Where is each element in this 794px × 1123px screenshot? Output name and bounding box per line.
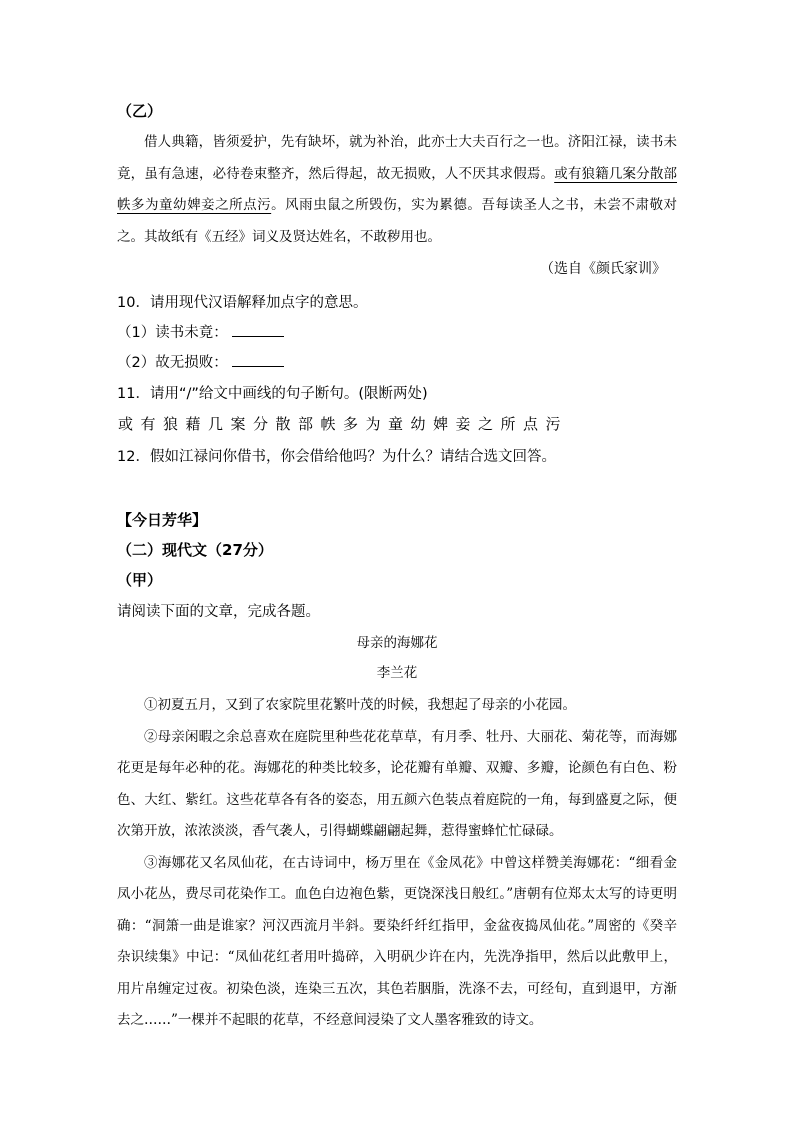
passage-text-after: 。风雨虫鼠之所毁伤，实为累德。吾每读圣人之书，未尝不肃敬对之。其故纸有《五经》词义及贤达姓名，不敢秽用也。 — [117, 197, 678, 245]
passage-paragraph — [117, 127, 677, 253]
article-paragraph-3: ③海娜花又名凤仙花，在古诗词中，杨万里在《金凤花》中曾这样赞美海娜花：“细看金凤小花丛，费尽司花染作工。血色白边袍色紫，更饶深浅日般红。”唐朝有位郑太太写的诗更明确：“洞箫一曲是谁家？河汉西流月半斜。要染纤纤红指甲，金盆夜捣凤仙花。”周密的《癸辛杂识续集》中记：“凤仙花红者用叶捣碎，入明矾少许在内，先洗净指甲，然后以此敷甲上，用片帛缠定过夜。初染色淡，连染三五次，其色若胭脂，洗涤不去，可经旬，直到退甲，方渐去之……”一棵并不起眼的花草，不经意间浸染了文人墨客雅致的诗文。 — [117, 854, 677, 1028]
question-12: 12．假如江禄问你借书，你会借给他吗？为什么？请结合选文回答。 — [117, 449, 556, 465]
question-10-1 — [117, 322, 284, 344]
reading-instruction: 请阅读下面的文章，完成各题。 — [117, 604, 320, 620]
question-10-1-label: （1）读书未竟： — [117, 325, 228, 341]
article-title: 母亲的海娜花 — [356, 635, 438, 651]
answer-blank — [232, 352, 284, 367]
underlined-sentence: 或有狼籍几案分散部帙多为童幼婢妾之所点污 — [117, 165, 678, 213]
article-author: 李兰花 — [376, 665, 418, 681]
article-body — [117, 690, 677, 1037]
answer-blank — [232, 322, 284, 337]
question-11-sentence: 或有狼藉几案分散部帙多为童幼婢妾之所点污 — [118, 415, 569, 433]
article-paragraph-2: ②母亲闲暇之余总喜欢在庭院里种些花花草草，有月季、牡丹、大丽花、菊花等，而海娜花更是每年必种的花。海娜花的种类比较多，论花瓣有单瓣、双瓣、多瓣，论颜色有白色、粉色、大红、紫红。这些花草各有各的姿态，用五颜六色装点着庭院的一角，每到盛夏之际，便次第开放，浓浓淡淡，香气袭人，引得蝴蝶翩翩起舞，惹得蜜蜂忙忙碌碌。 — [117, 728, 677, 839]
classical-passage — [117, 127, 677, 253]
source-citation: （选自《颜氏家训》 — [540, 261, 666, 277]
passage-text-before: 借人典籍，皆须爱护，先有缺坏，就为补治，此亦士大夫百行之一也。济阳江禄，读书未竟，虽有急速，必待卷束整齐，然后得起，故无损败，人不厌其求假焉。 — [117, 134, 677, 182]
article-paragraph-1: ①初夏五月，又到了农家院里花繁叶茂的时候，我想起了母亲的小花园。 — [144, 697, 576, 713]
question-10-2-label: （2）故无损败： — [117, 355, 228, 371]
question-10-2 — [117, 352, 284, 374]
section-label-yi: （乙） — [117, 102, 163, 120]
question-10: 10．请用现代汉语解释加点字的意思。 — [117, 295, 368, 311]
section-heading: （二）现代文（27分） — [117, 541, 273, 559]
section-banner: 【今日芳华】 — [117, 511, 208, 529]
question-11: 11．请用“/”给文中画线的句子断句。(限断两处) — [117, 386, 428, 402]
section-sub-label: （甲） — [117, 571, 163, 589]
